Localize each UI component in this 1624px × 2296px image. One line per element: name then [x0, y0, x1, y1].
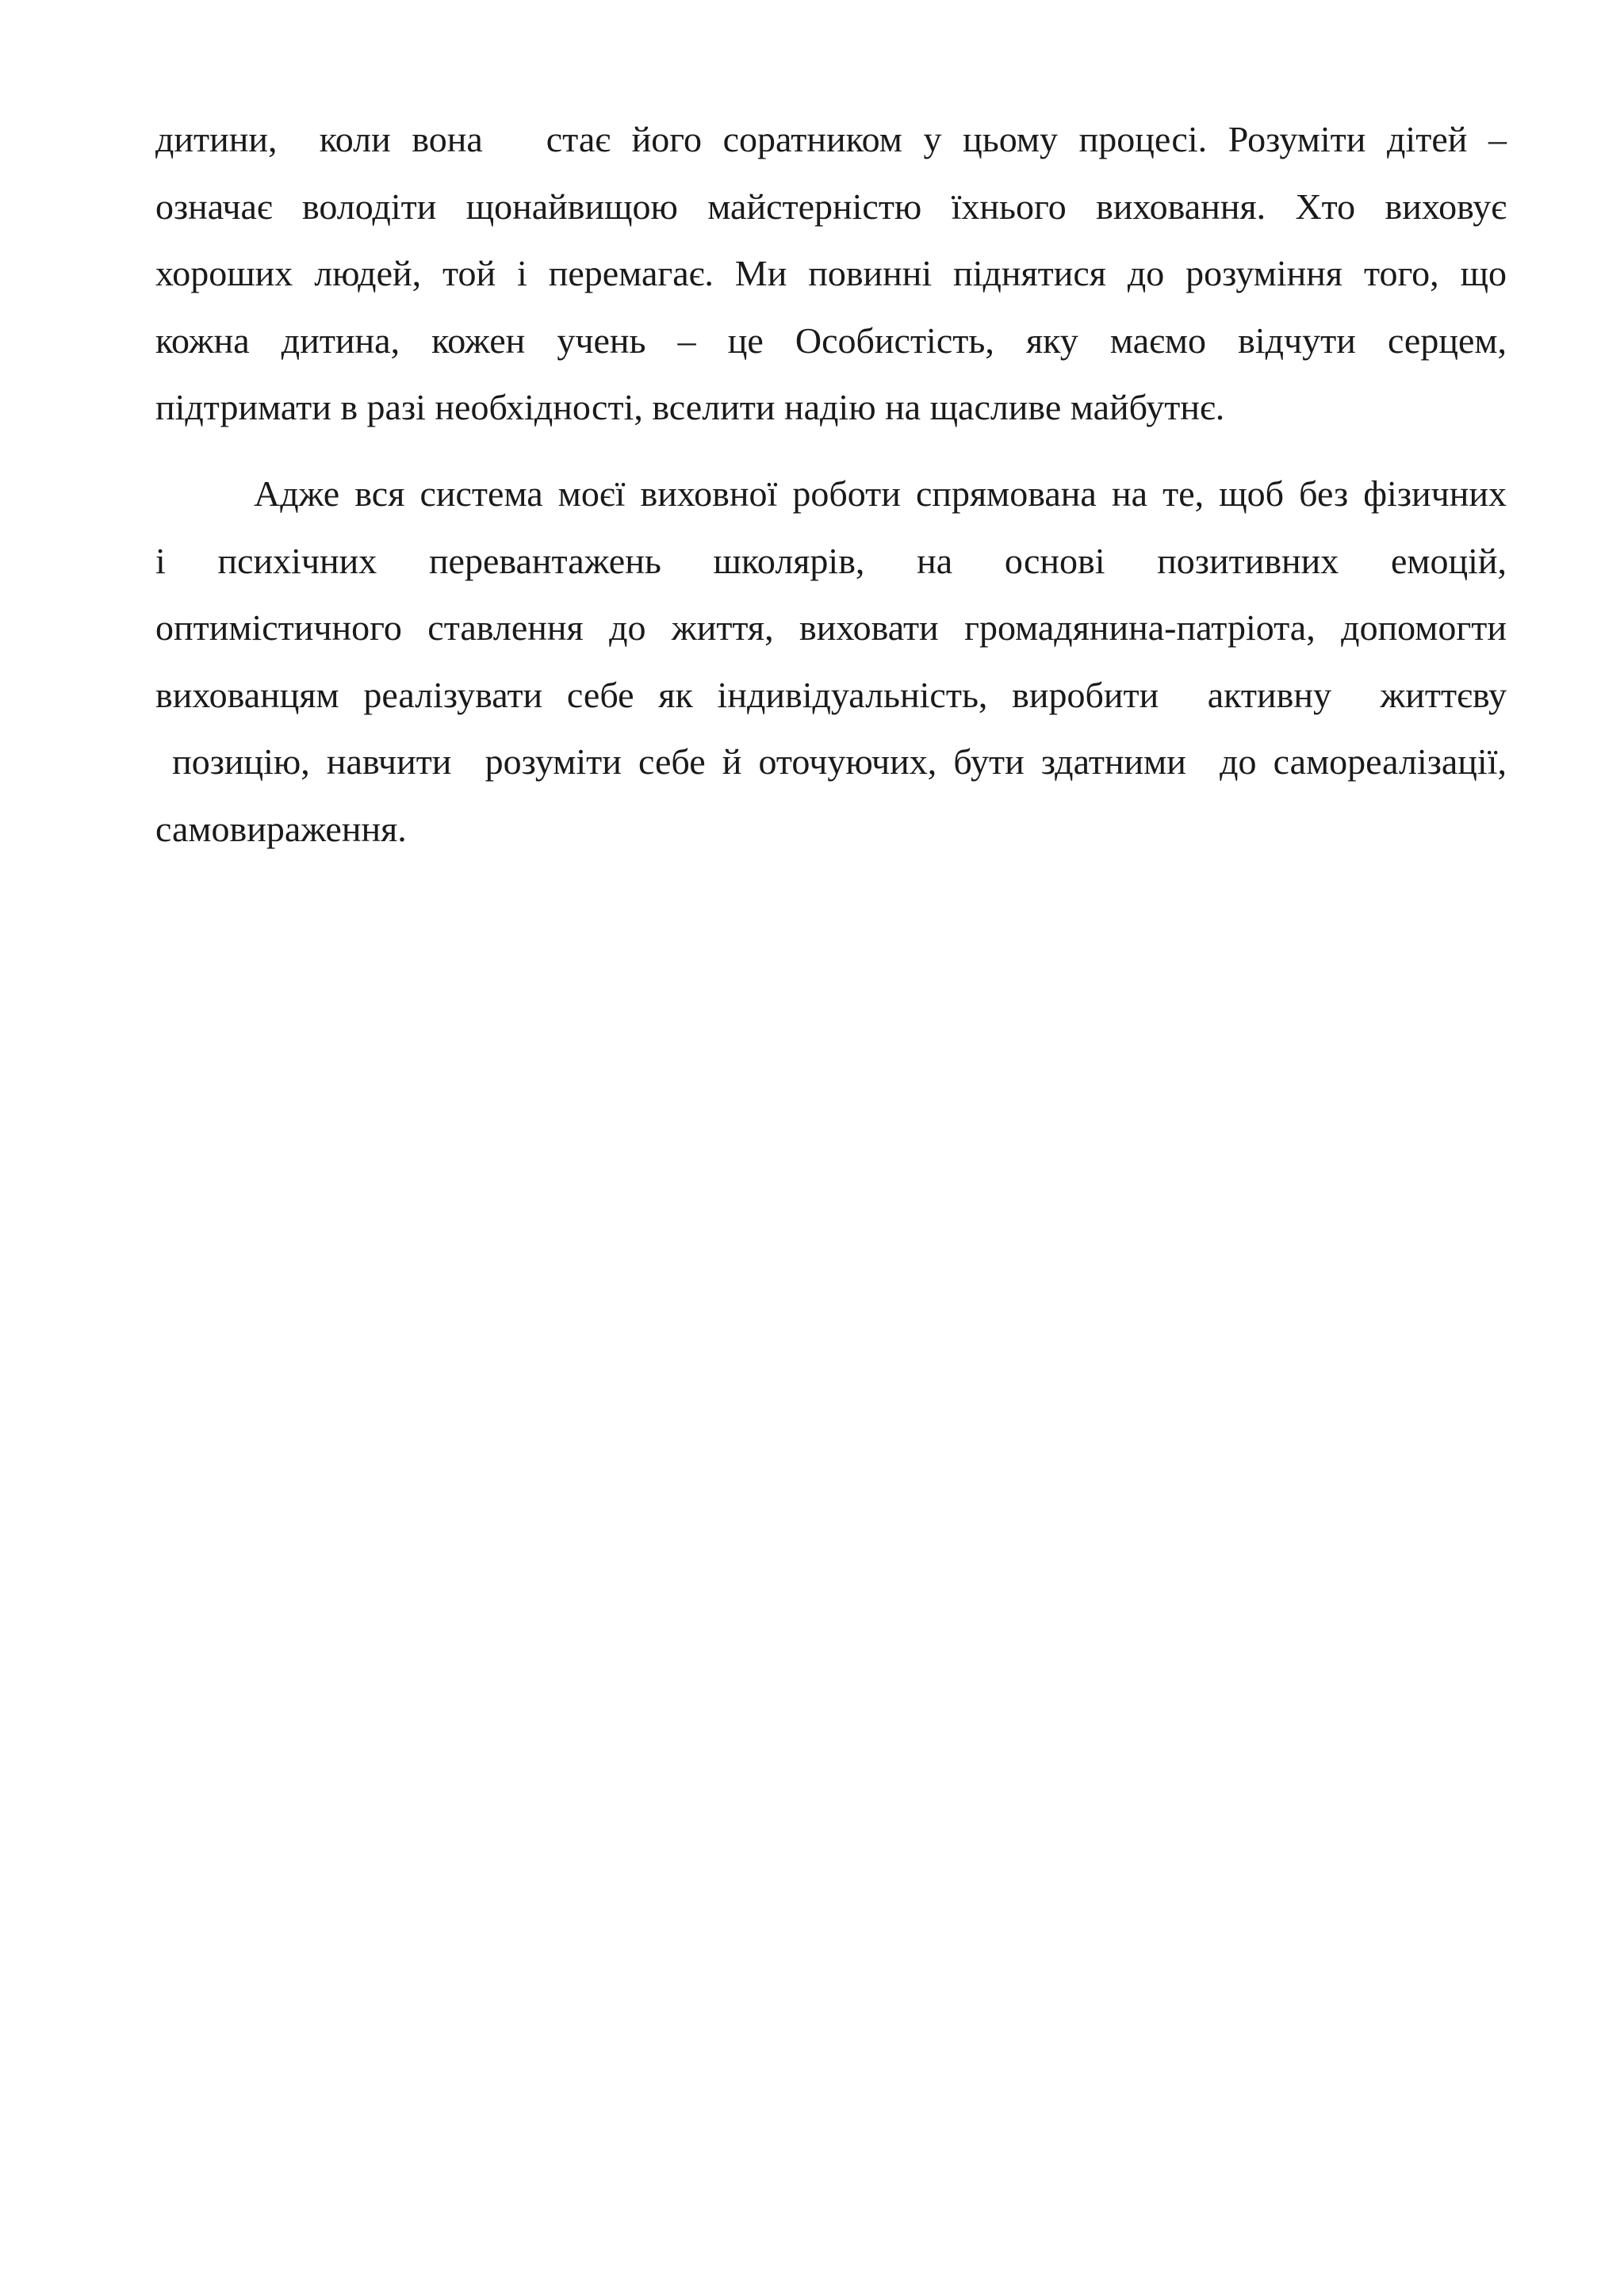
- paragraph-line: дитини, коли вона стає його соратником у цьому процесі. Розуміти дітей –: [155, 119, 1507, 159]
- paragraph-line: вихованцям реалізувати себе як індивідуальність, виробити активну життєву: [155, 674, 1507, 715]
- paragraph-line: і психічних перевантажень школярів, на основі позитивних емоцій,: [155, 540, 1507, 581]
- paragraph-line: хороших людей, той і перемагає. Ми повинні піднятися до розуміння того, що: [155, 253, 1507, 293]
- paragraph-line: Адже вся система моєї виховної роботи спрямована на те, щоб без фізичних: [254, 473, 1507, 514]
- paragraph-line: самовираження.: [155, 808, 407, 849]
- paragraph-line: означає володіти щонайвищою майстерністю їхнього виховання. Хто виховує: [155, 186, 1507, 227]
- paragraph-line: підтримати в разі необхідності, вселити надію на щасливе майбутнє.: [155, 387, 1225, 427]
- paragraph-line: позицію, навчити розуміти себе й оточуючих, бути здатними до самореалізації,: [155, 741, 1507, 782]
- paragraph-line: оптимістичного ставлення до життя, виховати громадянина-патріота, допомогти: [155, 607, 1507, 648]
- paragraph-2: [155, 461, 1507, 863]
- paragraph-1: [155, 106, 1507, 442]
- paragraph-line: кожна дитина, кожен учень – це Особистість, яку маємо відчути серцем,: [155, 320, 1507, 361]
